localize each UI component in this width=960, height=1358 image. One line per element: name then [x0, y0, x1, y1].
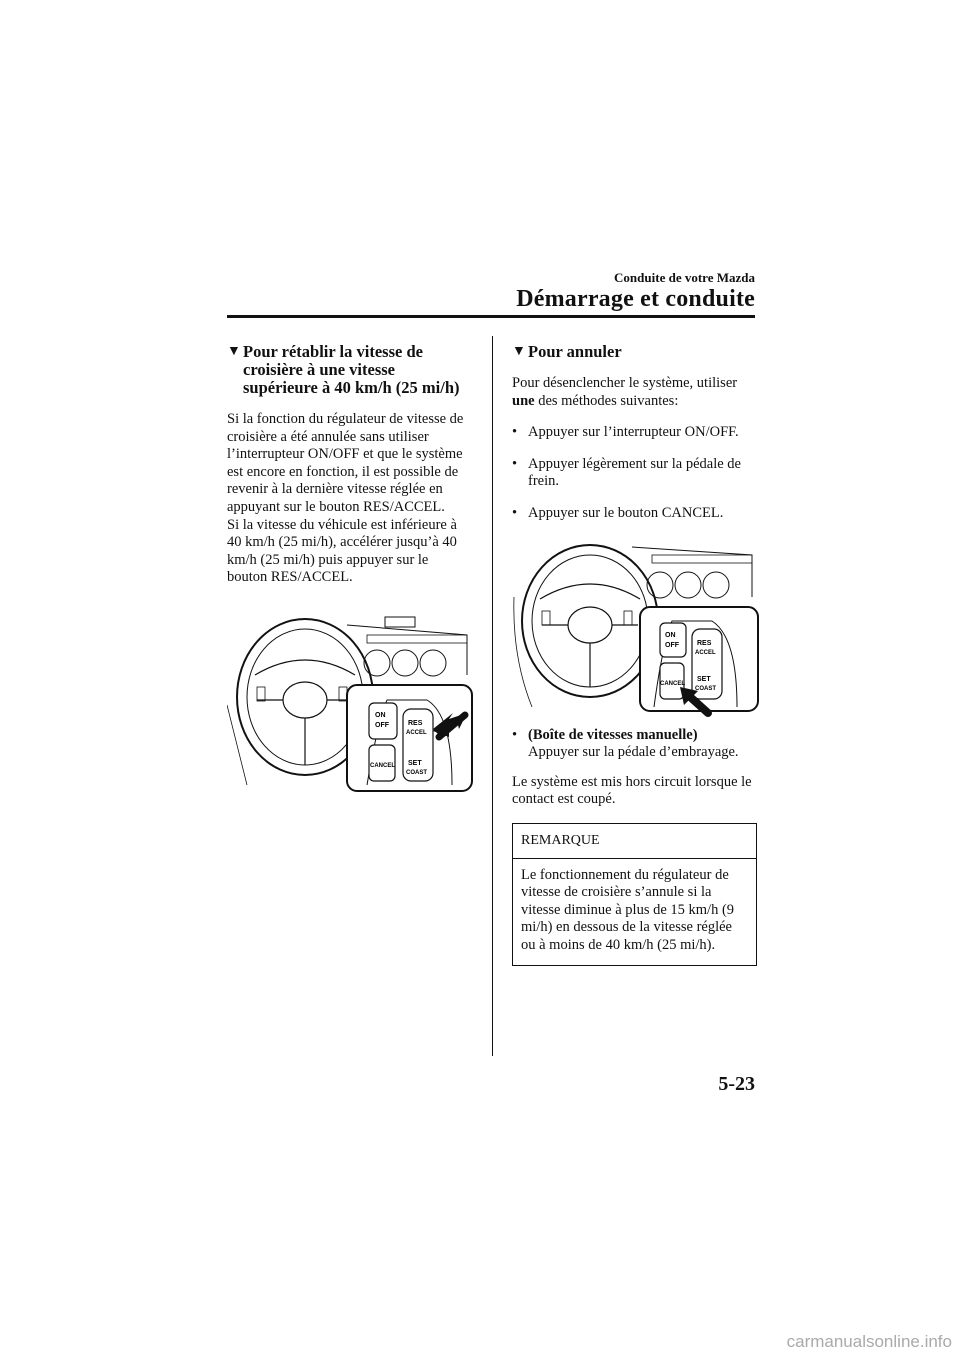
section-heading-text: Pour rétablir la vitesse de croisière à une vitesse supérieure à 40 km/h (25 mi/h): [243, 342, 460, 397]
section-heading-text: Pour annuler: [528, 342, 622, 361]
btn-set-label: SET: [408, 759, 422, 767]
bullet-icon: •: [512, 455, 518, 472]
bullet-icon: •: [512, 726, 518, 743]
btn-on-label: ON: [375, 711, 386, 719]
btn-res-label: RES: [408, 719, 423, 727]
btn-accel-label: ACCEL: [406, 729, 427, 736]
btn-coast-label: COAST: [406, 769, 427, 776]
btn-coast-label: COAST: [695, 685, 716, 692]
btn-accel-label: ACCEL: [695, 649, 716, 656]
note-box: [512, 823, 757, 966]
paragraph: Le système est mis hors circuit lorsque le contact est coupé.: [512, 773, 752, 808]
bullet-icon: •: [512, 504, 518, 521]
cancel-methods-list: [512, 424, 757, 522]
emphasis-une: une: [512, 392, 535, 409]
note-text: Le fonctionnement du régulateur de vitesse de croisière s’annule si la vitesse diminue à plus de 15 km/h (9 mi/h) en dessous de la vitesse réglée ou à moins de 40 km/h (25 mi/h).: [521, 866, 735, 953]
column-divider: [492, 336, 493, 1056]
btn-on-label: ON: [665, 631, 676, 639]
paragraph: Si la fonction du régulateur de vitesse de croisière a été annulée sans utiliser l’interrupteur ON/OFF et que le système est encore en fonction, il est possible de revenir à la dernière vitesse réglée en appuyant sur le bouton RES/ACCEL.: [227, 411, 464, 515]
btn-cancel-label: CANCEL: [660, 680, 685, 687]
intro-paragraph: Pour désenclencher le système, utiliser une des méthodes suivantes:: [512, 375, 738, 409]
btn-res-label: RES: [697, 639, 712, 647]
chapter-subtitle: Conduite de votre Mazda: [614, 270, 755, 285]
right-column: [512, 343, 757, 966]
manual-transmission-list: [512, 727, 757, 762]
list-item: • Appuyer légèrement sur la pédale de frein.: [512, 455, 741, 490]
header-rule: [227, 315, 755, 318]
steering-wheel-res-accel-illustration: [227, 605, 477, 795]
btn-off-label: OFF: [375, 721, 389, 729]
steering-wheel-cancel-illustration: [512, 537, 762, 717]
triangle-marker-icon: ▼: [512, 344, 526, 359]
paragraph: Si la vitesse du véhicule est inférieure à 40 km/h (25 mi/h), accélérer jusqu’à 40 km/h (25 mi/h) puis appuyer sur le bouton RES/ACCEL.: [227, 516, 457, 586]
btn-set-label: SET: [697, 675, 711, 683]
list-item: • Appuyer sur le bouton CANCEL.: [512, 504, 724, 521]
list-item: • (Boîte de vitesses manuelle) Appuyer sur la pédale d’embrayage.: [512, 726, 739, 761]
note-title: REMARQUE: [513, 824, 756, 859]
watermark: carmanualsonline.info: [786, 1332, 952, 1351]
triangle-marker-icon: ▼: [227, 344, 241, 359]
section-heading-cancel: [512, 343, 757, 361]
page-number: 5-23: [718, 1073, 755, 1095]
list-item: • Appuyer sur l’interrupteur ON/OFF.: [512, 424, 739, 441]
section-heading-resume: [227, 343, 472, 397]
bullet-icon: •: [512, 424, 518, 441]
btn-off-label: OFF: [665, 641, 679, 649]
left-column: [227, 343, 472, 795]
btn-cancel-label: CANCEL: [370, 762, 395, 769]
chapter-title: Démarrage et conduite: [516, 286, 755, 312]
